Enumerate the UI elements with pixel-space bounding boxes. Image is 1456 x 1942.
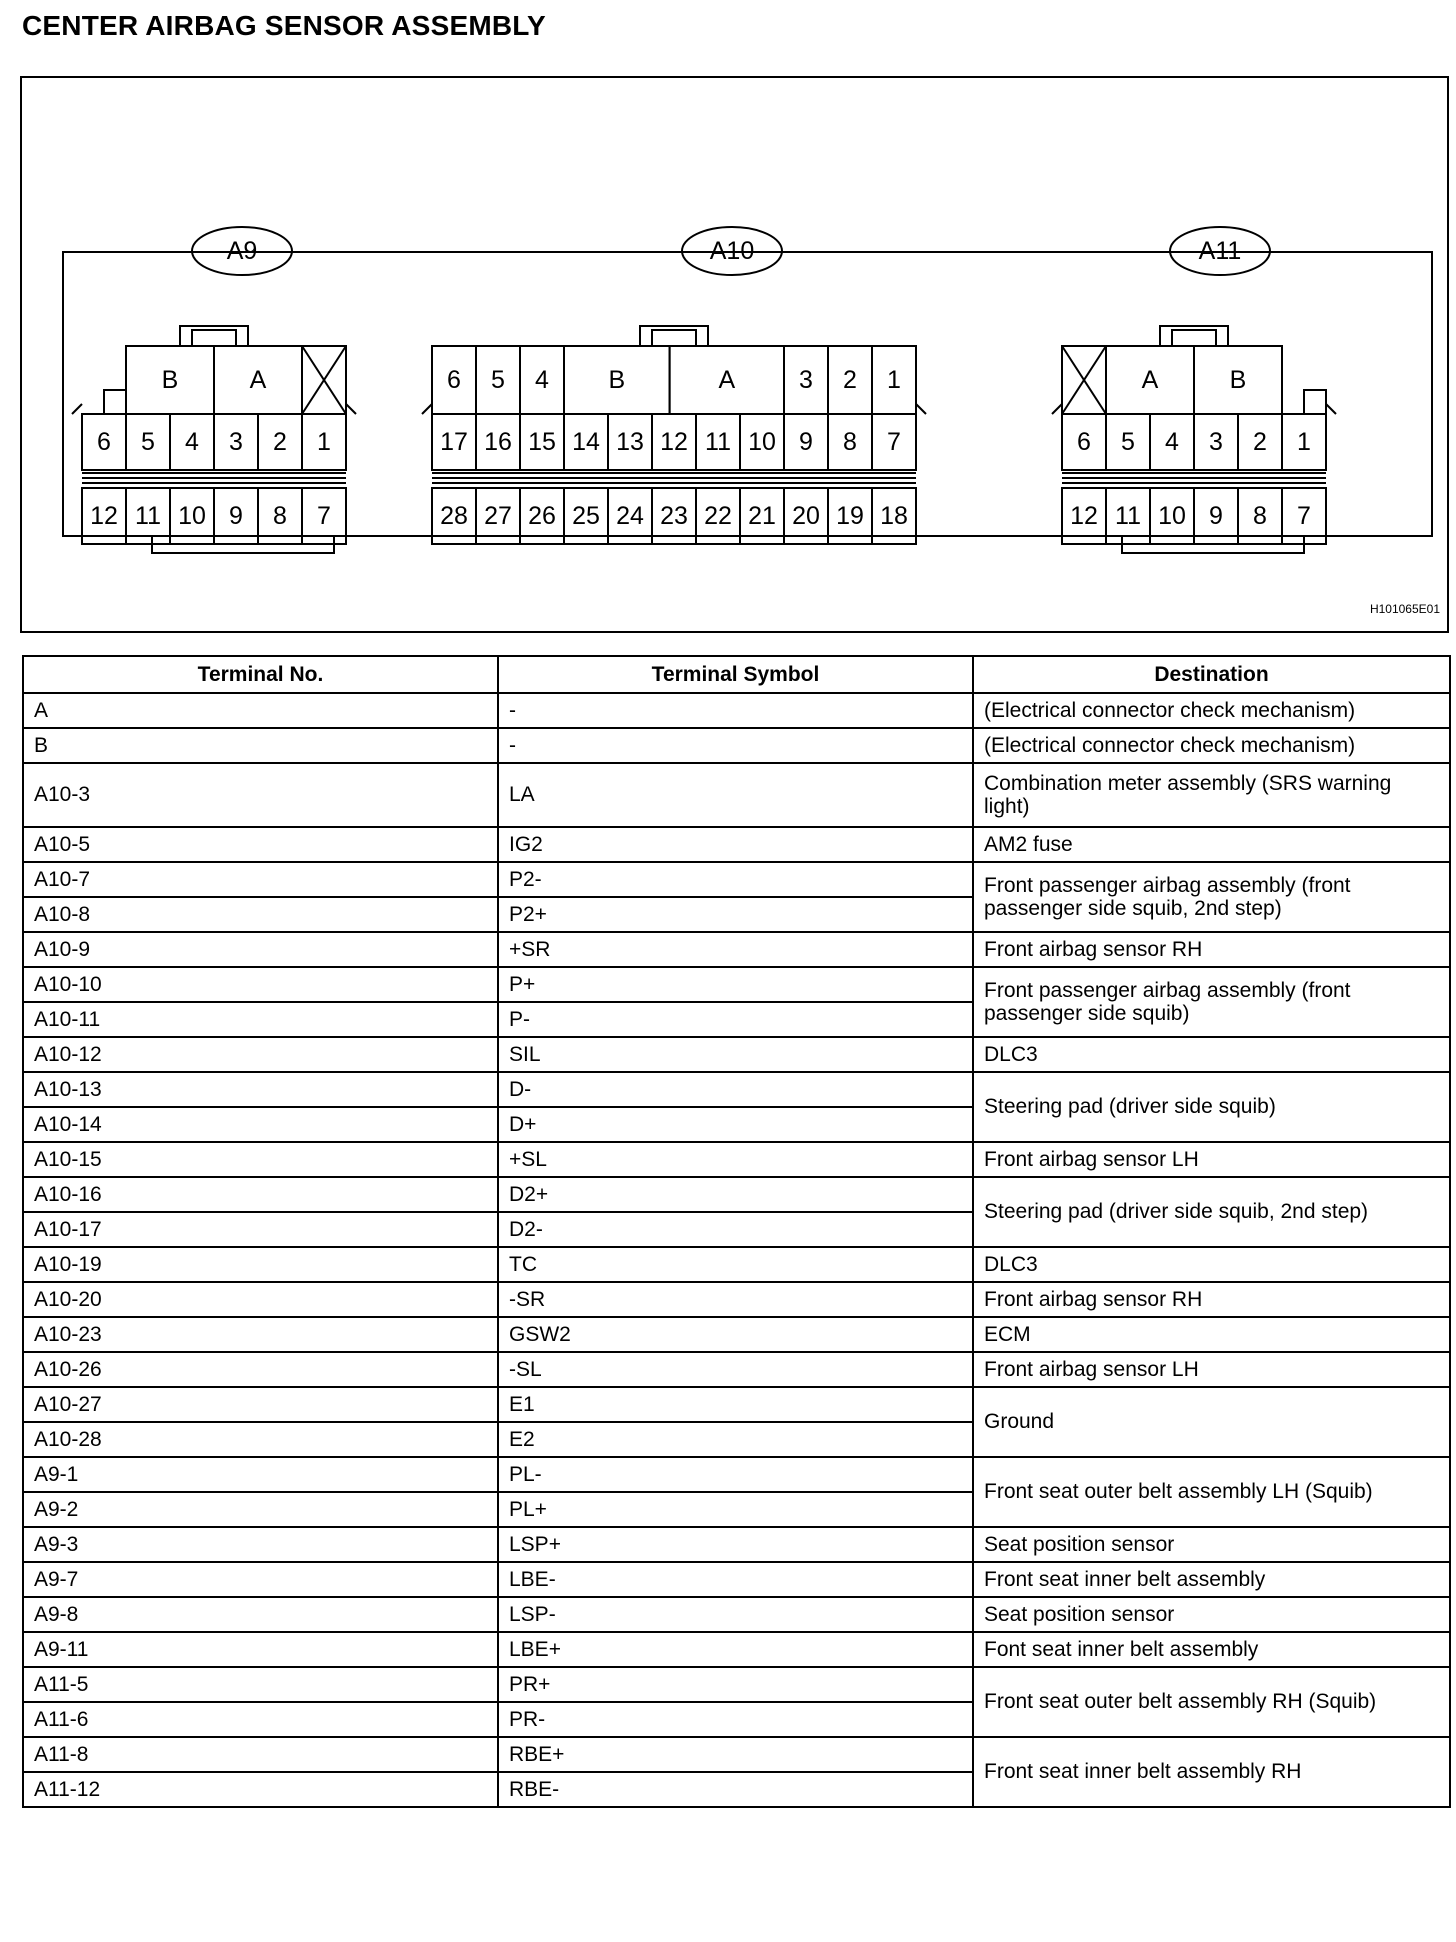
table-row bbox=[23, 1037, 1450, 1072]
terminal-number: 6 bbox=[1077, 428, 1091, 456]
terminal-symbol-cell: P2- bbox=[498, 862, 973, 897]
connector-id-label: A10 bbox=[709, 237, 755, 265]
terminal-number: 20 bbox=[792, 502, 820, 530]
terminal-number: 3 bbox=[1209, 428, 1223, 456]
destination-cell: Front seat inner belt assembly bbox=[973, 1562, 1450, 1597]
terminal-symbol-cell: D2- bbox=[498, 1212, 973, 1247]
upper-cavity-label: B bbox=[608, 366, 626, 394]
table-row bbox=[23, 1177, 1450, 1212]
table-row bbox=[23, 728, 1450, 763]
terminal-symbol-cell: E2 bbox=[498, 1422, 973, 1457]
terminal-symbol-cell: P2+ bbox=[498, 897, 973, 932]
terminal-number: 1 bbox=[1297, 428, 1311, 456]
table-row bbox=[23, 827, 1450, 862]
terminal-no-cell: A9-1 bbox=[23, 1457, 498, 1492]
table-row bbox=[23, 1562, 1450, 1597]
table-row bbox=[23, 1667, 1450, 1702]
table-row bbox=[23, 1597, 1450, 1632]
table-row bbox=[23, 862, 1450, 897]
header-terminal-symbol: Terminal Symbol bbox=[498, 656, 973, 693]
terminal-number: 7 bbox=[1297, 502, 1311, 530]
connector-id-label: A9 bbox=[226, 237, 258, 265]
terminal-symbol-cell: -SL bbox=[498, 1352, 973, 1387]
page-title: CENTER AIRBAG SENSOR ASSEMBLY bbox=[22, 10, 546, 41]
destination-cell: Front airbag sensor LH bbox=[973, 1142, 1450, 1177]
destination-cell: Steering pad (driver side squib) bbox=[973, 1072, 1450, 1142]
table-row bbox=[23, 1387, 1450, 1422]
table-row bbox=[23, 1317, 1450, 1352]
terminal-no-cell: A10-11 bbox=[23, 1002, 498, 1037]
destination-cell: Front airbag sensor RH bbox=[973, 932, 1450, 967]
terminal-no-cell: A10-9 bbox=[23, 932, 498, 967]
terminal-no-cell: A9-2 bbox=[23, 1492, 498, 1527]
terminal-symbol-cell: LBE- bbox=[498, 1562, 973, 1597]
terminal-number: 19 bbox=[836, 502, 864, 530]
terminal-no-cell: A11-6 bbox=[23, 1702, 498, 1737]
terminal-symbol-cell: PR+ bbox=[498, 1667, 973, 1702]
terminal-symbol-cell: - bbox=[498, 728, 973, 763]
terminal-number: 28 bbox=[440, 502, 468, 530]
table-row bbox=[23, 1072, 1450, 1107]
terminal-no-cell: B bbox=[23, 728, 498, 763]
destination-cell: DLC3 bbox=[973, 1247, 1450, 1282]
corner-cut bbox=[346, 404, 356, 414]
connector-a11 bbox=[1052, 227, 1336, 544]
terminal-number: 1 bbox=[317, 428, 331, 456]
terminal-symbol-cell: GSW2 bbox=[498, 1317, 973, 1352]
corner-cut bbox=[916, 404, 926, 414]
terminal-symbol-cell: LSP+ bbox=[498, 1527, 973, 1562]
connector-latch-inner bbox=[652, 330, 696, 346]
connector-latch-inner bbox=[192, 330, 236, 346]
terminal-no-cell: A9-8 bbox=[23, 1597, 498, 1632]
connector-a9 bbox=[72, 227, 356, 544]
destination-cell: (Electrical connector check mechanism) bbox=[973, 693, 1450, 728]
table-body bbox=[23, 693, 1450, 1807]
upper-cavity-label: A bbox=[249, 366, 267, 394]
terminal-no-cell: A10-14 bbox=[23, 1107, 498, 1142]
terminal-number: 13 bbox=[616, 428, 644, 456]
table-row bbox=[23, 1282, 1450, 1317]
terminal-symbol-cell: LSP- bbox=[498, 1597, 973, 1632]
destination-cell: Steering pad (driver side squib, 2nd step) bbox=[973, 1177, 1450, 1247]
terminal-symbol-cell: +SL bbox=[498, 1142, 973, 1177]
connector-diagram bbox=[20, 76, 1449, 633]
terminal-number: 18 bbox=[880, 502, 908, 530]
terminal-symbol-cell: - bbox=[498, 693, 973, 728]
terminal-no-cell: A10-3 bbox=[23, 763, 498, 827]
terminal-number: 9 bbox=[1209, 502, 1223, 530]
terminal-number: 2 bbox=[1253, 428, 1267, 456]
terminal-symbol-cell: PR- bbox=[498, 1702, 973, 1737]
terminal-number: 16 bbox=[484, 428, 512, 456]
terminal-number: 24 bbox=[616, 502, 644, 530]
terminal-number: 8 bbox=[843, 428, 857, 456]
terminal-no-cell: A11-8 bbox=[23, 1737, 498, 1772]
upper-cavity-label: 1 bbox=[887, 366, 901, 394]
terminal-number: 5 bbox=[141, 428, 155, 456]
destination-cell: Front seat inner belt assembly RH bbox=[973, 1737, 1450, 1807]
terminal-no-cell: A9-11 bbox=[23, 1632, 498, 1667]
destination-cell: Front seat outer belt assembly LH (Squib) bbox=[973, 1457, 1450, 1527]
terminal-number: 2 bbox=[273, 428, 287, 456]
terminal-number: 11 bbox=[705, 428, 731, 456]
terminal-number: 21 bbox=[748, 502, 776, 530]
connector-key-notch bbox=[104, 390, 126, 414]
terminal-no-cell: A10-10 bbox=[23, 967, 498, 1002]
corner-cut bbox=[422, 404, 432, 414]
terminal-no-cell: A bbox=[23, 693, 498, 728]
destination-cell: (Electrical connector check mechanism) bbox=[973, 728, 1450, 763]
destination-cell: Front airbag sensor LH bbox=[973, 1352, 1450, 1387]
destination-cell: Ground bbox=[973, 1387, 1450, 1457]
terminal-symbol-cell: RBE+ bbox=[498, 1737, 973, 1772]
terminal-number: 10 bbox=[748, 428, 776, 456]
destination-cell: Front passenger airbag assembly (front passenger side squib, 2nd step) bbox=[973, 862, 1450, 932]
terminal-no-cell: A9-7 bbox=[23, 1562, 498, 1597]
terminal-number: 23 bbox=[660, 502, 688, 530]
terminal-number: 6 bbox=[97, 428, 111, 456]
terminal-no-cell: A10-15 bbox=[23, 1142, 498, 1177]
terminal-symbol-cell: LA bbox=[498, 763, 973, 827]
terminal-number: 14 bbox=[572, 428, 600, 456]
terminal-symbol-cell: P- bbox=[498, 1002, 973, 1037]
destination-cell: Front seat outer belt assembly RH (Squib) bbox=[973, 1667, 1450, 1737]
terminal-symbol-cell: PL+ bbox=[498, 1492, 973, 1527]
terminal-no-cell: A10-5 bbox=[23, 827, 498, 862]
diagram-code: H101065E01 bbox=[1369, 602, 1440, 616]
terminal-no-cell: A10-23 bbox=[23, 1317, 498, 1352]
table-header-row bbox=[23, 656, 1450, 693]
table-row bbox=[23, 1247, 1450, 1282]
terminal-symbol-cell: D+ bbox=[498, 1107, 973, 1142]
terminal-number: 26 bbox=[528, 502, 556, 530]
destination-cell: ECM bbox=[973, 1317, 1450, 1352]
terminal-symbol-cell: TC bbox=[498, 1247, 973, 1282]
terminal-no-cell: A10-8 bbox=[23, 897, 498, 932]
terminal-number: 5 bbox=[1121, 428, 1135, 456]
upper-cavity-label: 6 bbox=[447, 366, 461, 394]
corner-cut bbox=[1052, 404, 1062, 414]
connector-latch-inner bbox=[1172, 330, 1216, 346]
terminal-number: 8 bbox=[273, 502, 287, 530]
destination-cell: Font seat inner belt assembly bbox=[973, 1632, 1450, 1667]
terminal-number: 11 bbox=[135, 502, 161, 530]
terminal-symbol-cell: P+ bbox=[498, 967, 973, 1002]
terminal-symbol-cell: -SR bbox=[498, 1282, 973, 1317]
terminal-number: 22 bbox=[704, 502, 732, 530]
connector-housing bbox=[63, 252, 1432, 536]
upper-cavity-label: A bbox=[718, 366, 736, 394]
table-row bbox=[23, 1457, 1450, 1492]
terminal-no-cell: A10-20 bbox=[23, 1282, 498, 1317]
terminal-no-cell: A10-27 bbox=[23, 1387, 498, 1422]
destination-cell: Seat position sensor bbox=[973, 1527, 1450, 1562]
terminal-number: 25 bbox=[572, 502, 600, 530]
destination-cell: Front airbag sensor RH bbox=[973, 1282, 1450, 1317]
terminal-number: 27 bbox=[484, 502, 512, 530]
table-row bbox=[23, 763, 1450, 827]
terminal-number: 4 bbox=[185, 428, 199, 456]
terminal-no-cell: A10-13 bbox=[23, 1072, 498, 1107]
table-row bbox=[23, 967, 1450, 1002]
terminal-no-cell: A11-5 bbox=[23, 1667, 498, 1702]
upper-cavity-label: A bbox=[1141, 366, 1159, 394]
terminal-number: 7 bbox=[887, 428, 901, 456]
connector-key-notch bbox=[1304, 390, 1326, 414]
terminal-symbol-cell: D2+ bbox=[498, 1177, 973, 1212]
terminal-number: 4 bbox=[1165, 428, 1179, 456]
terminal-no-cell: A10-16 bbox=[23, 1177, 498, 1212]
connector-diagram-svg bbox=[22, 78, 1447, 631]
terminal-symbol-cell: +SR bbox=[498, 932, 973, 967]
terminal-no-cell: A10-26 bbox=[23, 1352, 498, 1387]
terminal-no-cell: A11-12 bbox=[23, 1772, 498, 1807]
destination-cell: DLC3 bbox=[973, 1037, 1450, 1072]
terminal-number: 10 bbox=[1158, 502, 1186, 530]
terminal-symbol-cell: LBE+ bbox=[498, 1632, 973, 1667]
upper-cavity-label: 3 bbox=[799, 366, 813, 394]
terminal-no-cell: A10-19 bbox=[23, 1247, 498, 1282]
terminal-table bbox=[22, 655, 1451, 1808]
terminal-number: 12 bbox=[660, 428, 688, 456]
table-row bbox=[23, 932, 1450, 967]
terminal-number: 11 bbox=[1115, 502, 1141, 530]
terminal-number: 12 bbox=[90, 502, 118, 530]
table-row bbox=[23, 1142, 1450, 1177]
terminal-symbol-cell: D- bbox=[498, 1072, 973, 1107]
upper-cavity-label: B bbox=[1229, 366, 1247, 394]
corner-cut bbox=[72, 404, 82, 414]
terminal-symbol-cell: RBE- bbox=[498, 1772, 973, 1807]
terminal-number: 10 bbox=[178, 502, 206, 530]
terminal-number: 15 bbox=[528, 428, 556, 456]
table-row bbox=[23, 693, 1450, 728]
terminal-number: 12 bbox=[1070, 502, 1098, 530]
terminal-symbol-cell: E1 bbox=[498, 1387, 973, 1422]
terminal-number: 3 bbox=[229, 428, 243, 456]
upper-cavity-label: B bbox=[161, 366, 179, 394]
terminal-number: 8 bbox=[1253, 502, 1267, 530]
corner-cut bbox=[1326, 404, 1336, 414]
terminal-no-cell: A10-17 bbox=[23, 1212, 498, 1247]
header-destination: Destination bbox=[973, 656, 1450, 693]
destination-cell: Combination meter assembly (SRS warning light) bbox=[973, 763, 1450, 827]
terminal-number: 9 bbox=[229, 502, 243, 530]
table-row bbox=[23, 1527, 1450, 1562]
table-row bbox=[23, 1352, 1450, 1387]
upper-cavity-label: 4 bbox=[535, 366, 549, 394]
terminal-number: 7 bbox=[317, 502, 331, 530]
table-row bbox=[23, 1737, 1450, 1772]
terminal-no-cell: A10-28 bbox=[23, 1422, 498, 1457]
upper-cavity-label: 5 bbox=[491, 366, 505, 394]
destination-cell: AM2 fuse bbox=[973, 827, 1450, 862]
upper-cavity-label: 2 bbox=[843, 366, 857, 394]
destination-cell: Seat position sensor bbox=[973, 1597, 1450, 1632]
terminal-no-cell: A10-7 bbox=[23, 862, 498, 897]
connector-id-label: A11 bbox=[1198, 237, 1242, 265]
terminal-symbol-cell: PL- bbox=[498, 1457, 973, 1492]
terminal-number: 17 bbox=[440, 428, 468, 456]
terminal-symbol-cell: SIL bbox=[498, 1037, 973, 1072]
terminal-no-cell: A9-3 bbox=[23, 1527, 498, 1562]
terminal-no-cell: A10-12 bbox=[23, 1037, 498, 1072]
terminal-number: 9 bbox=[799, 428, 813, 456]
terminal-symbol-cell: IG2 bbox=[498, 827, 973, 862]
table-row bbox=[23, 1632, 1450, 1667]
connector-a10 bbox=[422, 227, 926, 544]
destination-cell: Front passenger airbag assembly (front passenger side squib) bbox=[973, 967, 1450, 1037]
header-terminal-no: Terminal No. bbox=[23, 656, 498, 693]
